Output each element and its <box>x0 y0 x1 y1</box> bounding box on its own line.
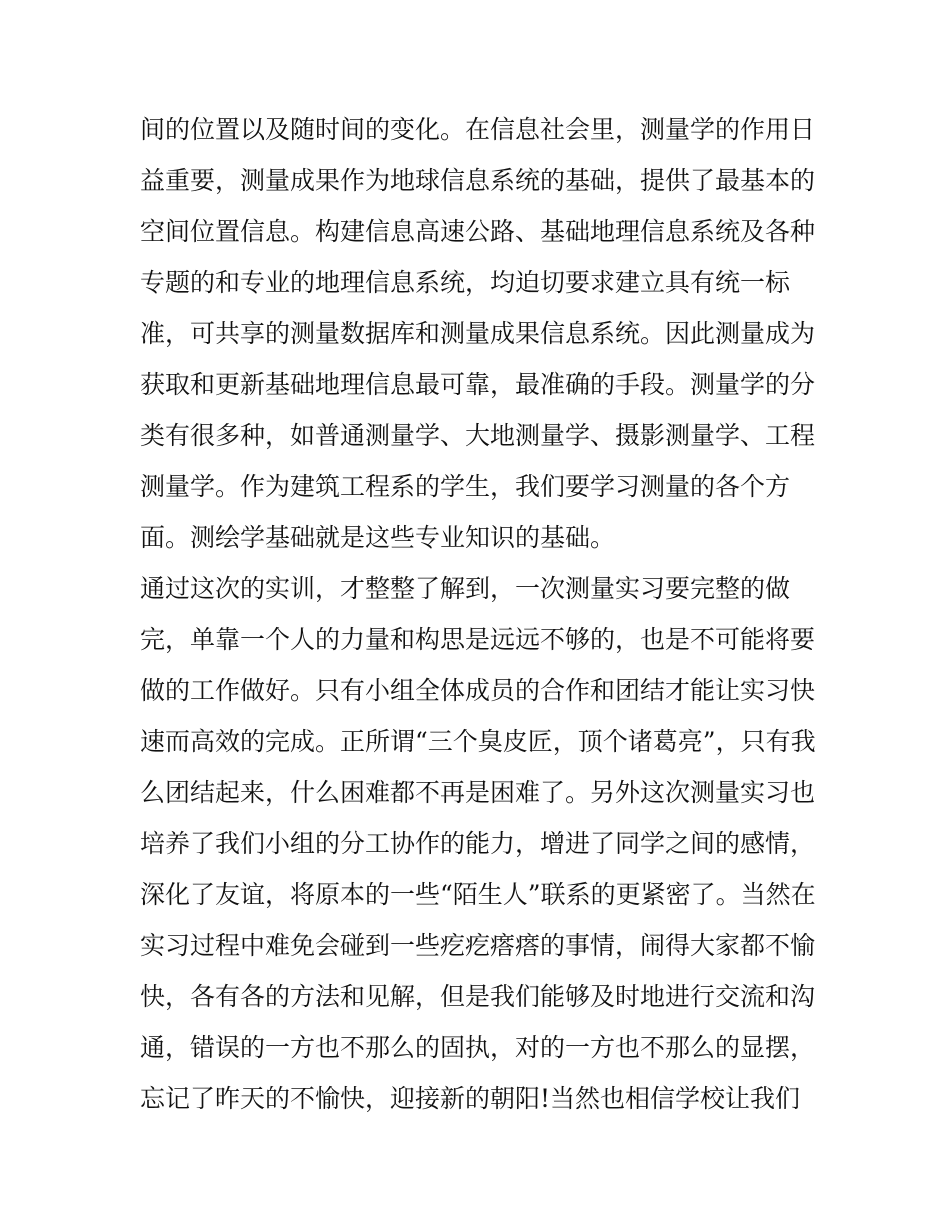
text-line: 面。测绘学基础就是这些专业知识的基础。 <box>140 523 616 552</box>
text-line: 深化了友谊，将原本的一些“陌生人”联系的更紧密了。当然在 <box>140 880 816 909</box>
text-line: 间的位置以及随时间的变化。在信息社会里，测量学的作用日 <box>140 115 816 144</box>
text-line: 快，各有各的方法和见解，但是我们能够及时地进行交流和沟 <box>140 982 816 1011</box>
text-line: 获取和更新基础地理信息最可靠，最准确的手段。测量学的分 <box>140 370 816 399</box>
text-line: 实习过程中难免会碰到一些疙疙瘩瘩的事情，闹得大家都不愉 <box>140 931 816 960</box>
text-line: 类有很多种，如普通测量学、大地测量学、摄影测量学、工程 <box>140 421 816 450</box>
body-text <box>140 104 820 1124</box>
text-line: 通过这次的实训，才整整了解到，一次测量实习要完整的做 <box>140 574 791 603</box>
text-line: 空间位置信息。构建信息高速公路、基础地理信息系统及各种 <box>140 217 816 246</box>
text-line: 专题的和专业的地理信息系统，均迫切要求建立具有统一标 <box>140 268 791 297</box>
text-line: 培养了我们小组的分工协作的能力，增进了同学之间的感情， <box>140 829 816 858</box>
text-line: 忘记了昨天的不愉快，迎接新的朝阳!当然也相信学校让我们 <box>140 1084 801 1113</box>
text-line: 通，错误的一方也不那么的固执，对的一方也不那么的显摆， <box>140 1033 816 1062</box>
text-line: 完，单靠一个人的力量和构思是远远不够的，也是不可能将要 <box>140 625 816 654</box>
text-line: 准，可共享的测量数据库和测量成果信息系统。因此测量成为 <box>140 319 816 348</box>
text-line: 做的工作做好。只有小组全体成员的合作和团结才能让实习快 <box>140 676 816 705</box>
text-line: 速而高效的完成。正所谓“三个臭皮匠，顶个诸葛亮”，只有我 <box>140 727 816 756</box>
text-line: 测量学。作为建筑工程系的学生，我们要学习测量的各个方 <box>140 472 791 501</box>
text-line: 么团结起来，什么困难都不再是困难了。另外这次测量实习也 <box>140 778 816 807</box>
text-line: 益重要，测量成果作为地球信息系统的基础，提供了最基本的 <box>140 166 816 195</box>
